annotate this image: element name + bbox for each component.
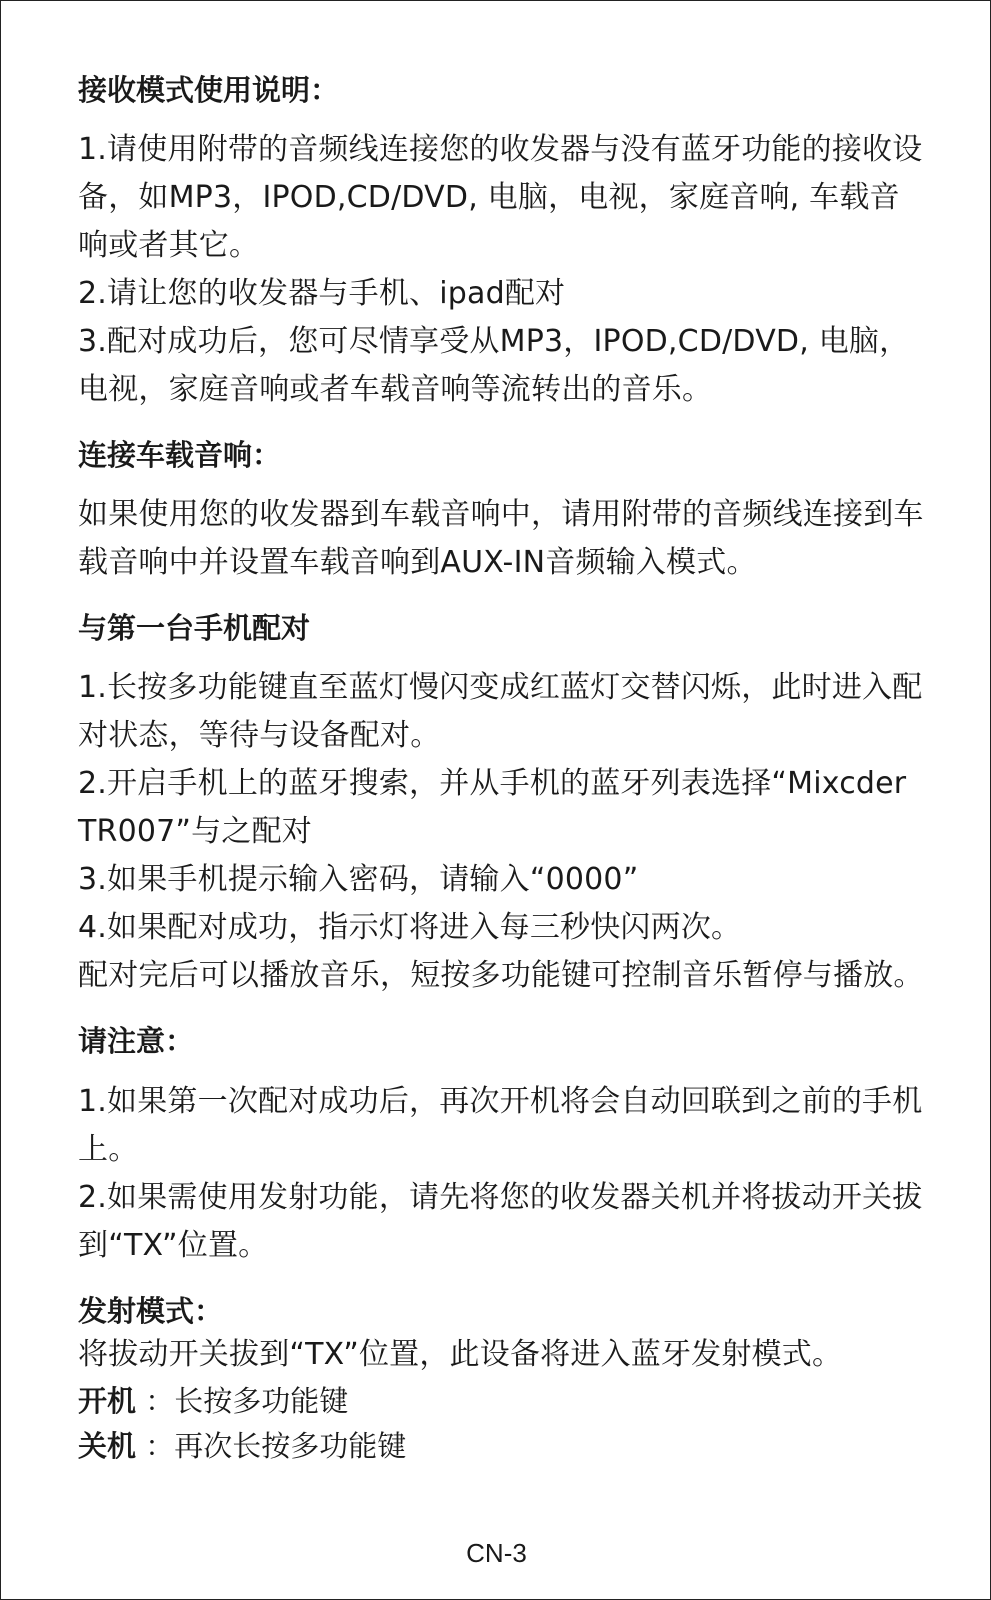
receive-mode-heading: 接收模式使用说明： (78, 73, 340, 107)
power-on-label: 开机 (78, 1383, 137, 1418)
receive-mode-step-3: 3.配对成功后，您可尽情享受从MP3，IPOD,CD/DVD, 电脑，电视，家庭音响或者车载音响等流转出的音乐。 (78, 324, 910, 408)
transmit-mode-heading: 发射模式： (78, 1293, 224, 1328)
page-content (78, 71, 928, 1469)
first-pair-step-2: 2.开启手机上的蓝牙搜索，并从手机的蓝牙列表选择“Mixcder TR007”与之配对 (78, 766, 907, 850)
receive-mode-step-2: 2.请让您的收发器与手机、ipad配对 (78, 276, 566, 312)
notice-heading: 请注意： (78, 1024, 195, 1059)
receive-mode-step-1: 1.请使用附带的音频线连接您的收发器与没有蓝牙功能的接收设备，如MP3，IPOD,CD/DVD, 电脑，电视，家庭音响, 车载音响或者其它。 (78, 132, 923, 264)
notice-item-2: 2.如果需使用发射功能，请先将您的收发器关机并将拔动开关拔到“TX”位置。 (78, 1179, 923, 1263)
first-pair-step-1: 1.长按多功能键直至蓝灯慢闪变成红蓝灯交替闪烁，此时进入配对状态，等待与设备配对。 (78, 670, 923, 754)
power-off-label: 关机 (78, 1428, 137, 1463)
first-pair-note: 配对完后可以播放音乐，短按多功能键可控制音乐暂停与播放。 (78, 958, 924, 994)
transmit-mode-text: 将拔动开关拔到“TX”位置，此设备将进入蓝牙发射模式。 (78, 1336, 843, 1372)
notice-item-1: 1.如果第一次配对成功后，再次开机将会自动回联到之前的手机上。 (78, 1083, 923, 1167)
first-pair-step-3: 3.如果手机提示输入密码，请输入“0000” (78, 862, 639, 898)
car-audio-heading: 连接车载音响： (78, 438, 282, 473)
power-off-text: ：再次长按多功能键 (145, 1428, 407, 1463)
car-audio-text: 如果使用您的收发器到车载音响中，请用附带的音频线连接到车载音响中并设置车载音响到AUX-IN音频输入模式。 (78, 497, 924, 581)
power-off-row (78, 1424, 928, 1469)
page-number: CN-3 (466, 1538, 527, 1568)
first-pair-step-4: 4.如果配对成功，指示灯将进入每三秒快闪两次。 (78, 910, 742, 946)
power-on-row (78, 1379, 928, 1424)
power-on-text: ：长按多功能键 (145, 1383, 349, 1418)
first-pair-heading: 与第一台手机配对 (78, 611, 311, 646)
